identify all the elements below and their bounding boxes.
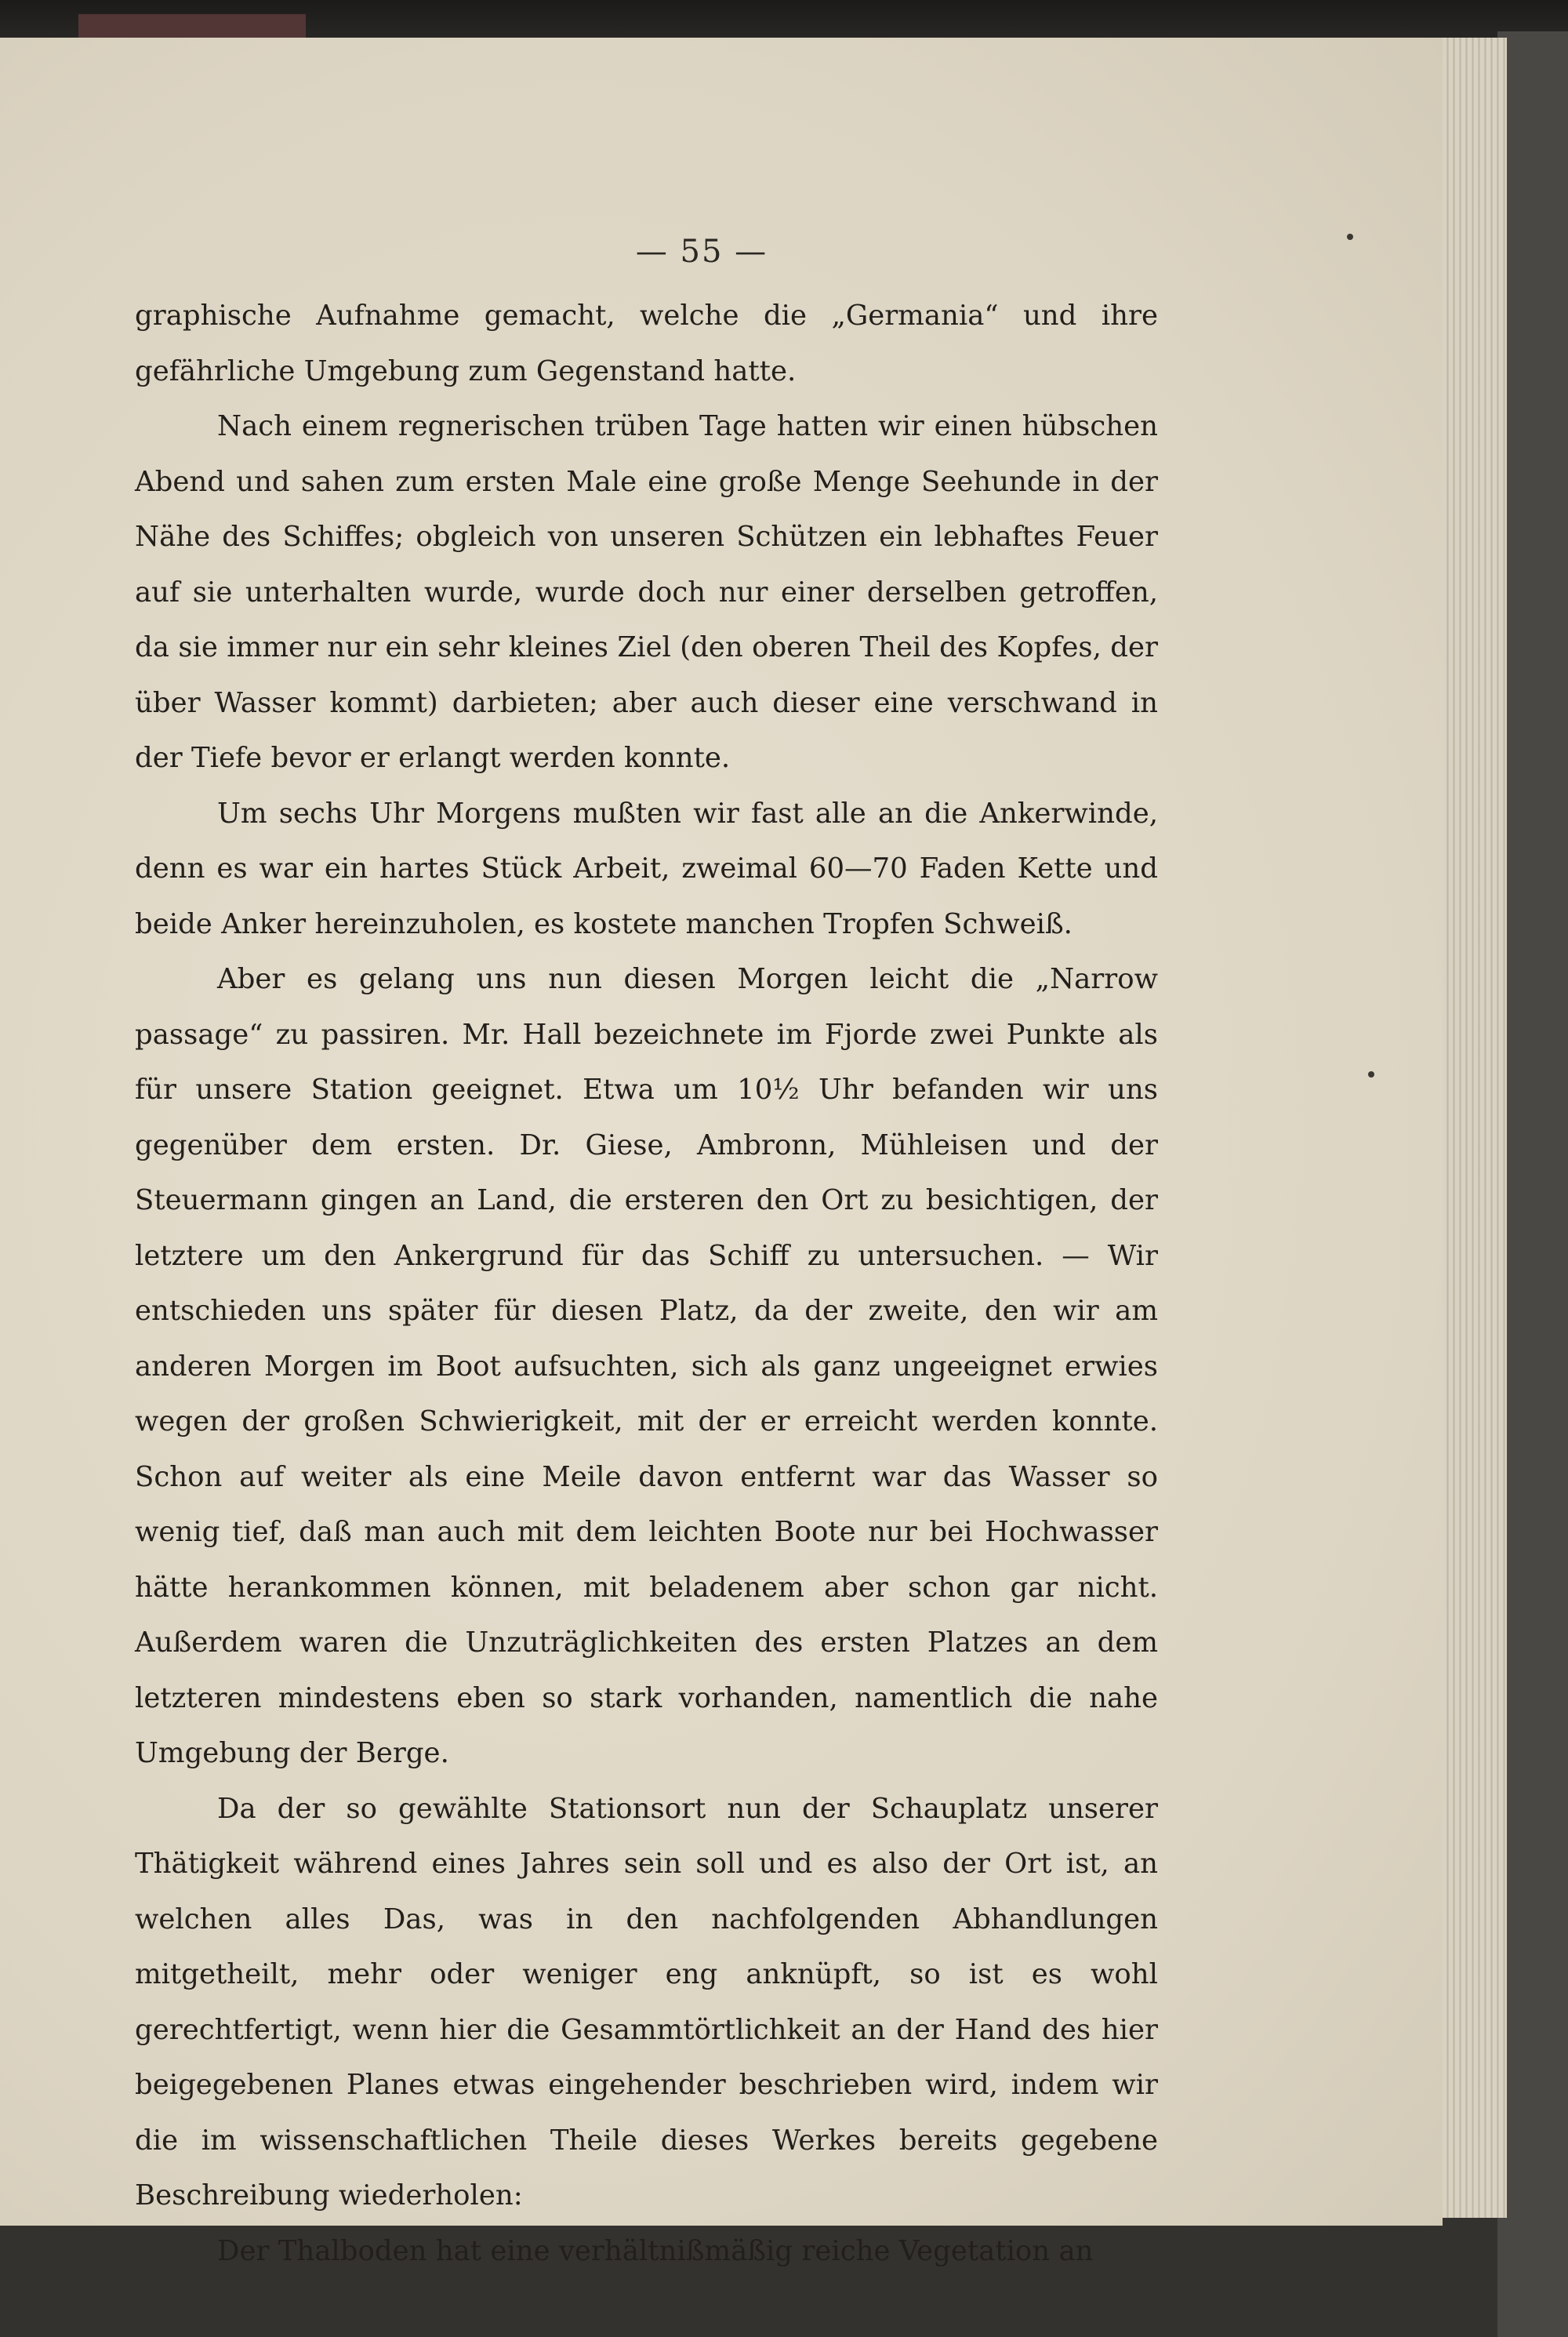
page-number: — 55 — xyxy=(635,234,768,270)
paragraph-3: Um sechs Uhr Morgens mußten wir fast alle an die Ankerwinde, denn es war ein hartes Stück Arbeit, zweimal 60—70 Faden Kette und beide Anker hereinzuholen, es kostete manchen Tropfen Schweiß. xyxy=(135,797,1158,940)
paper-speck xyxy=(1347,234,1353,240)
paragraph-2: Nach einem regnerischen trüben Tage hatten wir einen hübschen Abend und sahen zum ersten Male eine große Menge Seehunde in der Nähe des Schiffes; obgleich von unseren Schützen ein lebhaftes Feuer auf sie unterhalten wurde, wurde doch nur einer derselben getroffen, da sie immer nur ein sehr kleines Ziel (den oberen Theil des Kopfes, der über Wasser kommt) darbieten; aber auch dieser eine verschwand in der Tiefe bevor er erlangt werden konnte. xyxy=(135,410,1158,774)
body-text xyxy=(135,289,1158,2279)
paragraph-6: Der Thalboden hat eine verhältnißmäßig reiche Vegetation an xyxy=(217,2234,1094,2267)
page-edges xyxy=(1435,38,1507,2218)
paragraph-4: Aber es gelang uns nun diesen Morgen leicht die „Narrow passage“ zu passiren. Mr. Hall bezeichnete im Fjorde zwei Punkte als für unsere Station geeignet. Etwa um 10½ Uhr befanden wir uns gegenüber dem ersten. Dr. Giese, Ambronn, Mühleisen und der Steuermann gingen an Land, die ersteren den Ort zu besichtigen, der letztere um den Ankergrund für das Schiff zu untersuchen. — Wir entschieden uns später für diesen Platz, da der zweite, den wir am anderen Morgen im Boot aufsuchten, sich als ganz ungeeignet erwies wegen der großen Schwierigkeit, mit der er erreicht werden konnte. Schon auf weiter als eine Meile davon entfernt war das Wasser so wenig tief, daß man auch mit dem leichten Boote nur bei Hochwasser hätte herankommen können, mit beladenem aber schon gar nicht. Außerdem waren die Unzuträglichkeiten des ersten Platzes an dem letzteren mindestens eben so stark vorhanden, namentlich die nahe Umgebung der Berge. xyxy=(135,963,1158,1769)
paper-speck xyxy=(1368,1071,1374,1078)
paragraph-1: graphische Aufnahme gemacht, welche die „Germania“ und ihre gefährliche Umgebung zum Gegenstand hatte. xyxy=(135,300,1158,387)
page-sheet xyxy=(0,38,1443,2267)
book-cover-right xyxy=(1497,31,1568,2337)
paragraph-5: Da der so gewählte Stationsort nun der Schauplatz unserer Thätigkeit während eines Jahres sein soll und es also der Ort ist, an welchen alles Das, was in den nachfolgenden Abhandlungen mitgetheilt, mehr oder weniger eng anknüpft, so ist es wohl gerechtfertigt, wenn hier die Gesammtörtlichkeit an der Hand des hier beigegebenen Planes etwas eingehender beschrieben wird, indem wir die im wissenschaftlichen Theile dieses Werkes bereits gegebene Beschreibung wiederholen: xyxy=(135,1792,1158,2212)
